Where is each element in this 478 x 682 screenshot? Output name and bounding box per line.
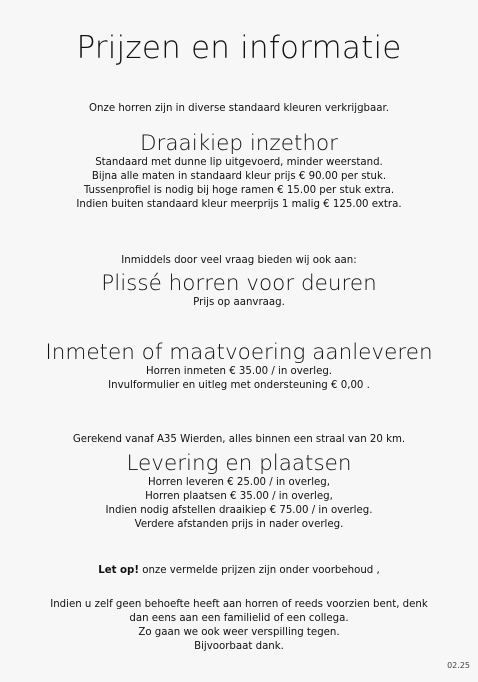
- section1-line: Tussenprofiel is nodig bij hoge ramen € 15.00 per stuk extra.: [83, 185, 395, 196]
- notice-bold: Let op!: [98, 565, 139, 576]
- section4-intro: Gerekend vanaf A35 Wierden, alles binnen een straal van 20 km.: [72, 434, 406, 445]
- notice-text: [0, 563, 478, 579]
- section2-line: Prijs op aanvraag.: [193, 297, 285, 308]
- closing-line: Bijvoorbaat dank.: [194, 641, 284, 652]
- section1-line: Standaard met dunne lip uitgevoerd, minder weerstand.: [95, 157, 383, 168]
- section1-line: Indien buiten standaard kleur meerprijs 1 malig € 125.00 extra.: [76, 199, 402, 210]
- section1-line: Bijna alle maten in standaard kleur prijs € 90.00 per stuk.: [91, 171, 387, 182]
- section2-intro: Inmiddels door veel vraag bieden wij ook aan:: [121, 255, 357, 266]
- closing-line: Indien u zelf geen behoefte heeft aan horren of reeds voorzien bent, denk: [50, 599, 428, 610]
- section4-line: Indien nodig afstellen draaikiep € 75.00 / in overleg.: [105, 505, 373, 516]
- section-heading-levering: Levering en plaatsen: [126, 451, 352, 476]
- section3-line: Horren inmeten € 35.00 / in overleg.: [145, 366, 333, 377]
- section-heading-plisse: Plissé horren voor deuren: [101, 271, 377, 296]
- section4-line: Horren plaatsen € 35.00 / in overleg,: [145, 491, 333, 502]
- document-code: 02.25: [447, 661, 470, 670]
- closing-line: dan eens aan een familielid of een collega.: [129, 613, 349, 624]
- section4-line: Verdere afstanden prijs in nader overleg.: [134, 519, 344, 530]
- section-heading-inmeten: Inmeten of maatvoering aanleveren: [45, 340, 433, 365]
- section-heading-draaikiep: Draaikiep inzethor: [139, 131, 338, 156]
- section4-line: Horren leveren € 25.00 / in overleg,: [148, 477, 330, 488]
- page-title: Prijzen en informatie: [76, 30, 402, 66]
- intro-text: Onze horren zijn in diverse standaard kleuren verkrijgbaar.: [89, 103, 389, 114]
- section3-line: Invulformulier en uitleg met ondersteuning € 0,00 .: [108, 380, 370, 391]
- closing-line: Zo gaan we ook weer verspilling tegen.: [138, 627, 340, 638]
- notice-body: onze vermelde prijzen zijn onder voorbehoud ,: [138, 565, 380, 576]
